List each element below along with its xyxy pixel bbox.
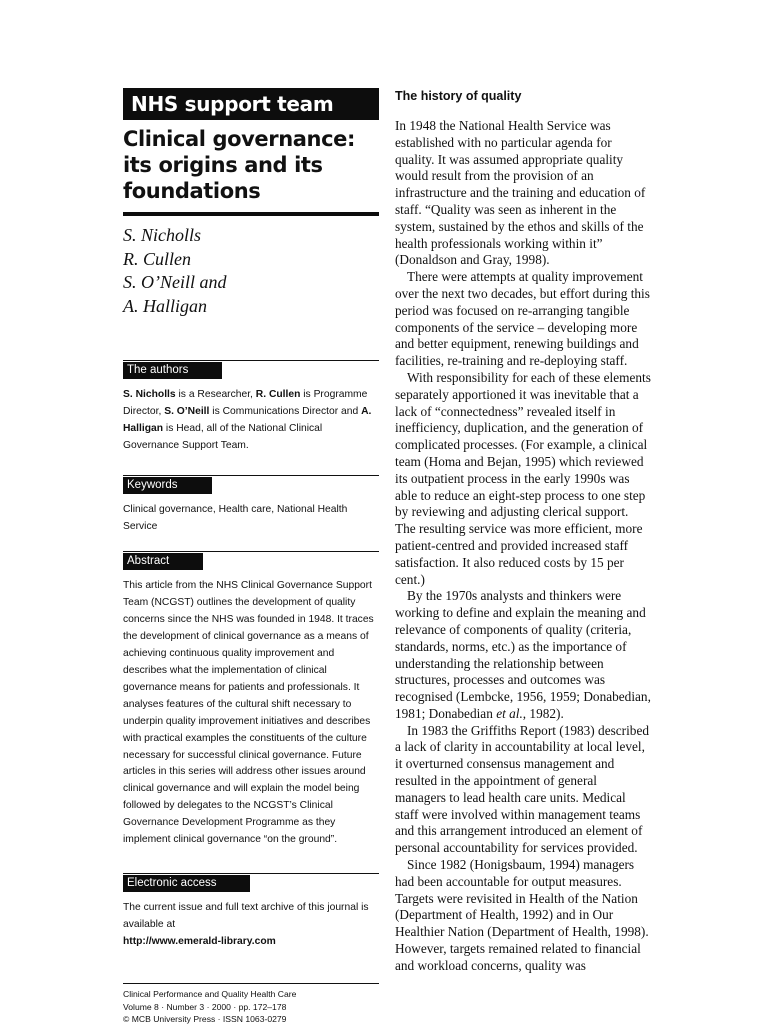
electronic-access-text: The current issue and full text archive of this journal is available at http://www.emerald-library.com bbox=[123, 901, 369, 947]
title-line: Clinical governance: bbox=[123, 127, 355, 151]
title-line: its origins and its bbox=[123, 153, 323, 177]
journal-issue: Volume 8 · Number 3 · 2000 · pp. 172–178 bbox=[123, 1001, 287, 1012]
keywords-text: Clinical governance, Health care, National Health Service bbox=[123, 503, 348, 532]
article-title bbox=[123, 126, 379, 204]
abstract-text: This article from the NHS Clinical Governance Support Team (NCGST) outlines the development of quality concerns since the NHS was founded in 1948. It traces the development of clinical governance as a means of achieving continuous quality improvement and describes what the implementation of clinical governance means for patients and professionals. It analyses features of the cultural shift necessary to underpin quality improvement initiatives and describes with practical examples the constituents of the culture necessary for successful clinical governance. Future articles in this series will address other issues around clinical governance and will explain the model being followed by delegates to the NCGST’s Clinical Governance Development Programme as they implement clinical governance “on the ground”. bbox=[123, 580, 374, 846]
author-name: S. O’Neill and bbox=[123, 272, 227, 292]
footer-rule bbox=[123, 983, 379, 984]
body-paragraph: With responsibility for each of these elements separately apportioned it was inevitable that a lack of “connectedness” revealed itself in inefficiency, duplication, and the generation of complicated processes. (For example, a clinical team (Homa and Bejan, 1995) which reviewed its outpatient process in the early 1990s was able to reduce an eight-step process to one step by reviewing and adjusting clerical support. The resulting service was more efficient, more patient-centred and provided increased staff satisfaction. It also reduced costs by 15 per cent.) bbox=[395, 369, 651, 587]
section-heading: The history of quality bbox=[395, 89, 522, 103]
authors-section bbox=[123, 360, 379, 455]
author-name: A. Halligan bbox=[123, 295, 207, 316]
journal-name: Clinical Performance and Quality Health Care bbox=[123, 989, 297, 999]
left-column bbox=[123, 88, 379, 951]
body-paragraph: In 1948 the National Health Service was established with no particular agenda for quality. It was assumed appropriate quality would result from the provision of an infrastructure and the training and education of staff. “Quality was seen as inherent in the system, sustained by the ethos and skills of the health professionals working within it” (Donaldson and Gray, 1998). bbox=[395, 118, 646, 268]
authors-label: The authors bbox=[123, 362, 222, 379]
title-line: foundations bbox=[123, 179, 261, 203]
series-banner: NHS support team bbox=[123, 88, 379, 120]
author-name: S. Nicholls bbox=[123, 225, 202, 245]
author-name: R. Cullen bbox=[123, 248, 191, 269]
body-paragraph: In 1983 the Griffiths Report (1983) described a lack of clarity in accountability at local level, it overturned consensus management and resulted in the appointment of general managers to lead health care units. Medical staff were involved within management teams and this arrangement introduced an element of personal accountability for services provided. bbox=[395, 722, 649, 856]
keywords-label: Keywords bbox=[123, 477, 212, 494]
body-paragraph: There were attempts at quality improvement over the next two decades, but effort during this period was focused on re-arranging tangible components of the service – developing more and better equipment, renewing buildings and facilities, re-training and re-deploying staff. bbox=[395, 269, 650, 369]
journal-footer bbox=[123, 988, 379, 1026]
body-column bbox=[395, 88, 651, 975]
title-rule bbox=[123, 212, 379, 216]
body-paragraph: By the 1970s analysts and thinkers were working to define and explain the meaning and relevance of components of quality (criteria, standards, norms, etc.) as the importance of understanding the relationship between structures, processes and outcomes was recognised (Lembcke, 1956, 1959; Donabedian, 1981; Donabedian et al., 1982). bbox=[395, 588, 651, 721]
electronic-access-label: Electronic access bbox=[123, 875, 250, 892]
keywords-section bbox=[123, 475, 379, 536]
author-list bbox=[123, 224, 379, 318]
journal-copyright: © MCB University Press · ISSN 1063-0279 bbox=[123, 1014, 287, 1024]
abstract-label: Abstract bbox=[123, 553, 203, 570]
authors-text: S. Nicholls is a Researcher, R. Cullen is Programme Director, S. O’Neill is Communications Director and A. Halligan is Head, all of the National Clinical Governance Support Team. bbox=[123, 389, 372, 451]
archive-link[interactable]: http://www.emerald-library.com bbox=[123, 935, 276, 947]
electronic-access-section bbox=[123, 873, 379, 951]
body-paragraph: Since 1982 (Honigsbaum, 1994) managers had been accountable for output measures. Targets were revisited in Health of the Nation (Department of Health, 1992) and in Our Healthier Nation (Department of Health, 1998). However, targets remained related to financial and workload concerns, quality was bbox=[395, 857, 649, 973]
abstract-section bbox=[123, 551, 379, 849]
